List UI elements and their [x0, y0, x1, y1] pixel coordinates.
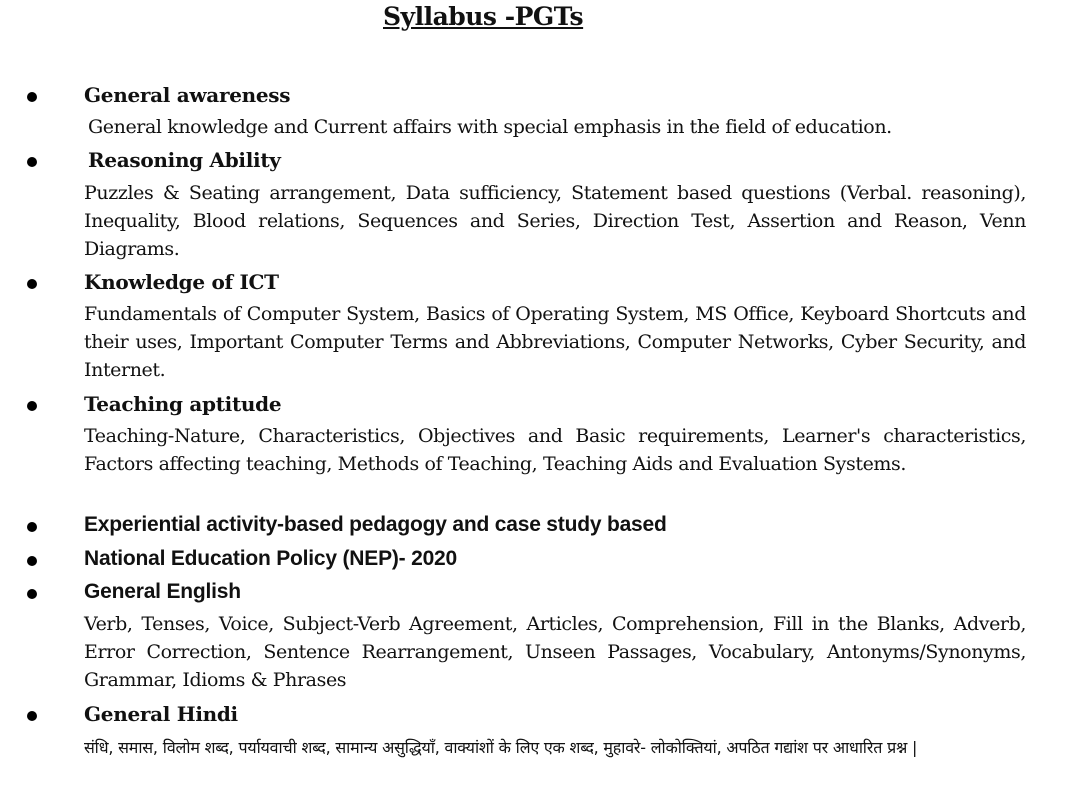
- section-description: Puzzles & Seating arrangement, Data sufficiency, Statement based questions (Verbal. reasoning), Inequality, Blood relations, Sequences and Series, Direction Test, Assertion and Reason, Venn Diagrams.: [84, 182, 1026, 260]
- section-heading: General awareness: [84, 83, 291, 107]
- bullet-icon: [27, 92, 37, 102]
- bullet-icon: [27, 711, 37, 721]
- bullet-icon: [27, 157, 37, 167]
- section-description: General knowledge and Current affairs with special emphasis in the field of education.: [88, 116, 892, 138]
- bullet-icon: [27, 556, 37, 566]
- page-title: Syllabus -PGTs: [383, 2, 584, 31]
- section-description: Verb, Tenses, Voice, Subject-Verb Agreement, Articles, Comprehension, Fill in the Blanks, Adverb, Error Correction, Sentence Rearrangement, Unseen Passages, Vocabulary, Antonyms/Synonyms, Grammar, Idioms & Phrases: [84, 613, 1026, 691]
- section-heading: General English: [84, 580, 241, 603]
- bullet-icon: [27, 401, 37, 411]
- section-heading: Teaching aptitude: [84, 392, 282, 416]
- section-heading: Knowledge of ICT: [84, 270, 279, 294]
- section-heading: General Hindi: [84, 702, 238, 726]
- bullet-icon: [27, 522, 37, 532]
- section-heading: Experiential activity-based pedagogy and case study based: [84, 513, 667, 536]
- section-description: संधि, समास, विलोम शब्द, पर्यायवाची शब्द, सामान्य असुद्धियाँ, वाक्यांशों के लिए एक शब्द, मुहावरे- लोकोक्तियां, अपठित गद्यांश पर आधारित प्रश्न |: [84, 738, 918, 757]
- section-description: Teaching-Nature, Characteristics, Objectives and Basic requirements, Learner's characteristics, Factors affecting teaching, Methods of Teaching, Teaching Aids and Evaluation Systems.: [84, 425, 1026, 475]
- bullet-icon: [27, 279, 37, 289]
- section-heading: Reasoning Ability: [88, 148, 281, 172]
- bullet-icon: [27, 589, 37, 599]
- section-heading: National Education Policy (NEP)- 2020: [84, 547, 458, 570]
- section-description: Fundamentals of Computer System, Basics of Operating System, MS Office, Keyboard Shortcuts and their uses, Important Computer Terms and Abbreviations, Computer Networks, Cyber Security, and Internet.: [84, 303, 1026, 381]
